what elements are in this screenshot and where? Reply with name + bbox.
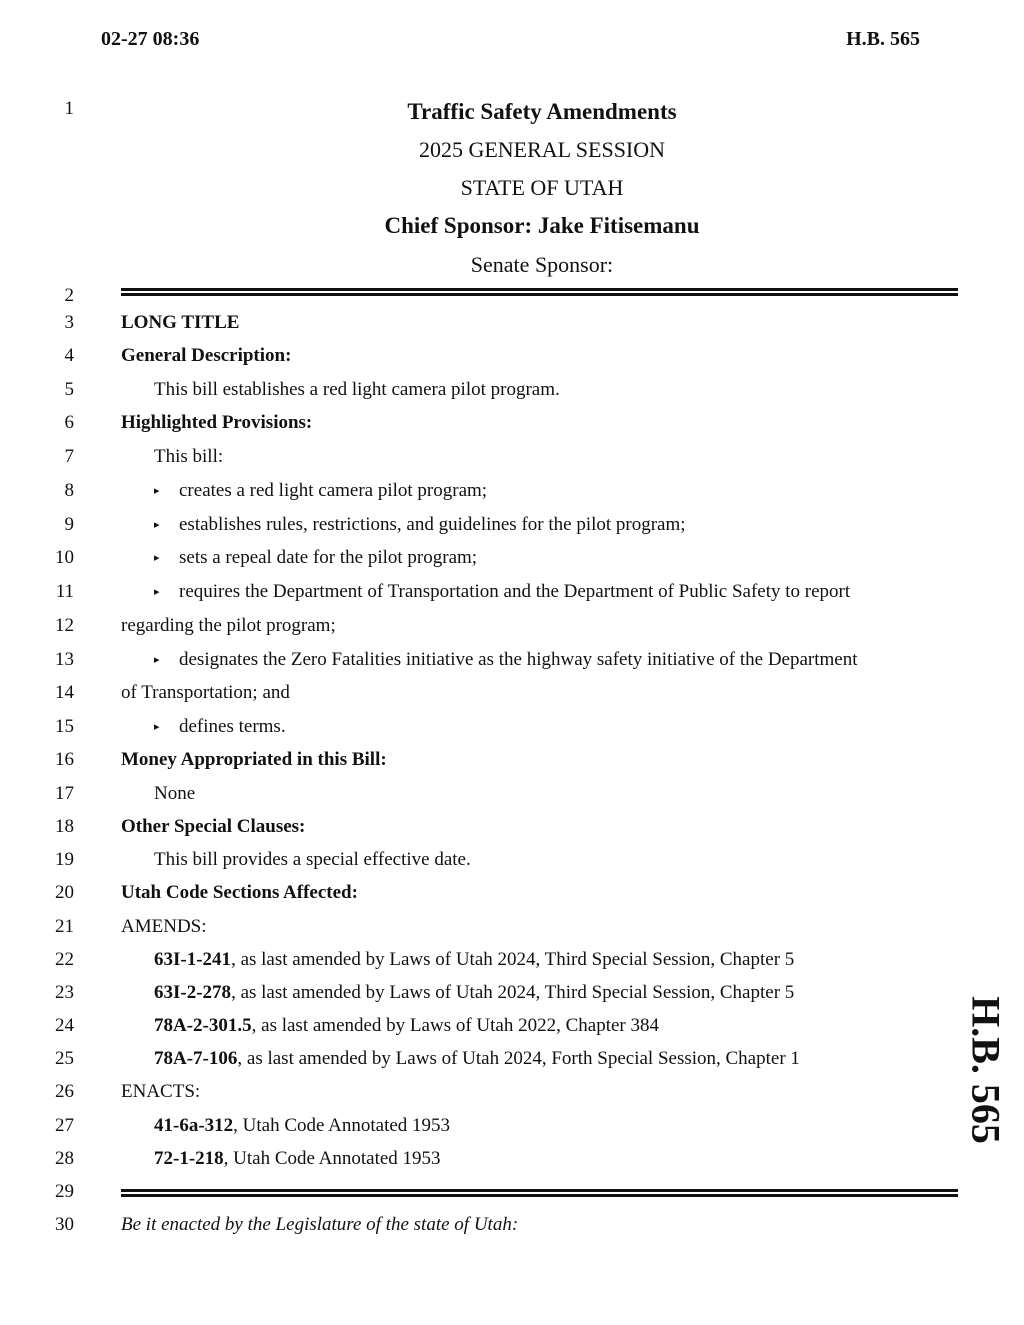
provision-item: ▸ defines terms. — [154, 716, 286, 737]
section-number: 63I-1-241 — [154, 949, 232, 970]
amends-label: AMENDS: — [121, 916, 207, 937]
line-number: 15 — [55, 716, 74, 737]
line-number: 18 — [55, 816, 74, 837]
line-number: 5 — [64, 379, 74, 400]
bullet-icon: ▸ — [154, 586, 160, 598]
line-number: 11 — [55, 581, 74, 602]
line-number: 27 — [55, 1115, 74, 1136]
bullet-icon: ▸ — [154, 654, 160, 666]
bullet-icon: ▸ — [154, 552, 160, 564]
session-label: 2025 GENERAL SESSION — [418, 137, 666, 162]
code-sections-heading: Utah Code Sections Affected: — [121, 882, 358, 903]
double-rule-top — [121, 288, 958, 296]
provision-item: ▸ establishes rules, restrictions, and guidelines for the pilot program; — [154, 514, 686, 535]
bullet-icon: ▸ — [154, 721, 160, 733]
enacted-section: 72-1-218, Utah Code Annotated 1953 — [154, 1148, 441, 1169]
line-number: 1 — [64, 98, 74, 119]
section-number: 72-1-218 — [154, 1148, 224, 1169]
section-number: 41-6a-312 — [154, 1115, 234, 1136]
amended-section: 78A-2-301.5, as last amended by Laws of Utah 2022, Chapter 384 — [154, 1015, 659, 1036]
line-number: 24 — [55, 1015, 74, 1036]
general-description-text: This bill establishes a red light camera pilot program. — [154, 379, 560, 400]
double-rule-bottom — [121, 1189, 958, 1197]
section-number: 63I-2-278 — [154, 982, 232, 1003]
line-number: 28 — [55, 1148, 74, 1169]
enacts-label: ENACTS: — [121, 1081, 201, 1102]
enacting-clause: Be it enacted by the Legislature of the state of Utah: — [121, 1214, 519, 1235]
line-number: 20 — [55, 882, 74, 903]
senate-sponsor: Senate Sponsor: — [470, 252, 614, 277]
amended-section: 78A-7-106, as last amended by Laws of Utah 2024, Forth Special Session, Chapter 1 — [154, 1048, 800, 1069]
chief-sponsor: Chief Sponsor: Jake Fitisemanu — [384, 213, 700, 238]
long-title-heading: LONG TITLE — [121, 312, 240, 333]
section-number: 78A-2-301.5 — [154, 1015, 252, 1036]
special-clauses-heading: Other Special Clauses: — [121, 816, 306, 837]
line-number: 26 — [55, 1081, 74, 1102]
state-label: STATE OF UTAH — [460, 175, 624, 200]
line-number: 14 — [55, 682, 74, 703]
bill-title: Traffic Safety Amendments — [407, 99, 677, 124]
provision-continuation: of Transportation; and — [121, 682, 290, 703]
line-number: 17 — [55, 783, 74, 804]
money-value: None — [154, 783, 196, 804]
line-number: 4 — [64, 345, 74, 366]
line-number: 25 — [55, 1048, 74, 1069]
line-number: 3 — [64, 312, 74, 333]
amended-section: 63I-1-241, as last amended by Laws of Utah 2024, Third Special Session, Chapter 5 — [154, 949, 795, 970]
special-clauses-text: This bill provides a special effective date. — [154, 849, 471, 870]
line-number: 2 — [64, 285, 74, 306]
provision-item: ▸ sets a repeal date for the pilot program; — [154, 547, 478, 568]
bullet-icon: ▸ — [154, 485, 160, 497]
line-number: 8 — [64, 480, 74, 501]
line-number: 16 — [55, 749, 74, 770]
amended-section: 63I-2-278, as last amended by Laws of Utah 2024, Third Special Session, Chapter 5 — [154, 982, 795, 1003]
line-number: 30 — [55, 1214, 74, 1235]
bullet-icon: ▸ — [154, 519, 160, 531]
provision-item: ▸ requires the Department of Transportation and the Department of Public Safety to report — [154, 581, 851, 602]
provision-item: ▸ creates a red light camera pilot program; — [154, 480, 488, 501]
side-bill-tag: H.B. 565 — [963, 996, 1009, 1144]
line-number: 23 — [55, 982, 74, 1003]
header-bill-number: H.B. 565 — [846, 28, 920, 50]
line-number: 6 — [64, 412, 74, 433]
line-number: 21 — [55, 916, 74, 937]
line-number: 10 — [55, 547, 74, 568]
line-number: 22 — [55, 949, 74, 970]
general-description-heading: General Description: — [121, 345, 292, 366]
provision-item: ▸ designates the Zero Fatalities initiative as the highway safety initiative of the Department — [154, 649, 858, 670]
line-number: 9 — [64, 514, 74, 535]
highlighted-provisions-heading: Highlighted Provisions: — [121, 412, 313, 433]
provision-continuation: regarding the pilot program; — [121, 615, 336, 636]
section-number: 78A-7-106 — [154, 1048, 238, 1069]
this-bill-label: This bill: — [154, 446, 224, 467]
line-number: 13 — [55, 649, 74, 670]
header-timestamp: 02-27 08:36 — [101, 28, 200, 50]
line-number: 29 — [55, 1181, 74, 1202]
line-number: 19 — [55, 849, 74, 870]
enacted-section: 41-6a-312, Utah Code Annotated 1953 — [154, 1115, 451, 1136]
money-heading: Money Appropriated in this Bill: — [121, 749, 387, 770]
line-number: 12 — [55, 615, 74, 636]
line-number: 7 — [64, 446, 74, 467]
